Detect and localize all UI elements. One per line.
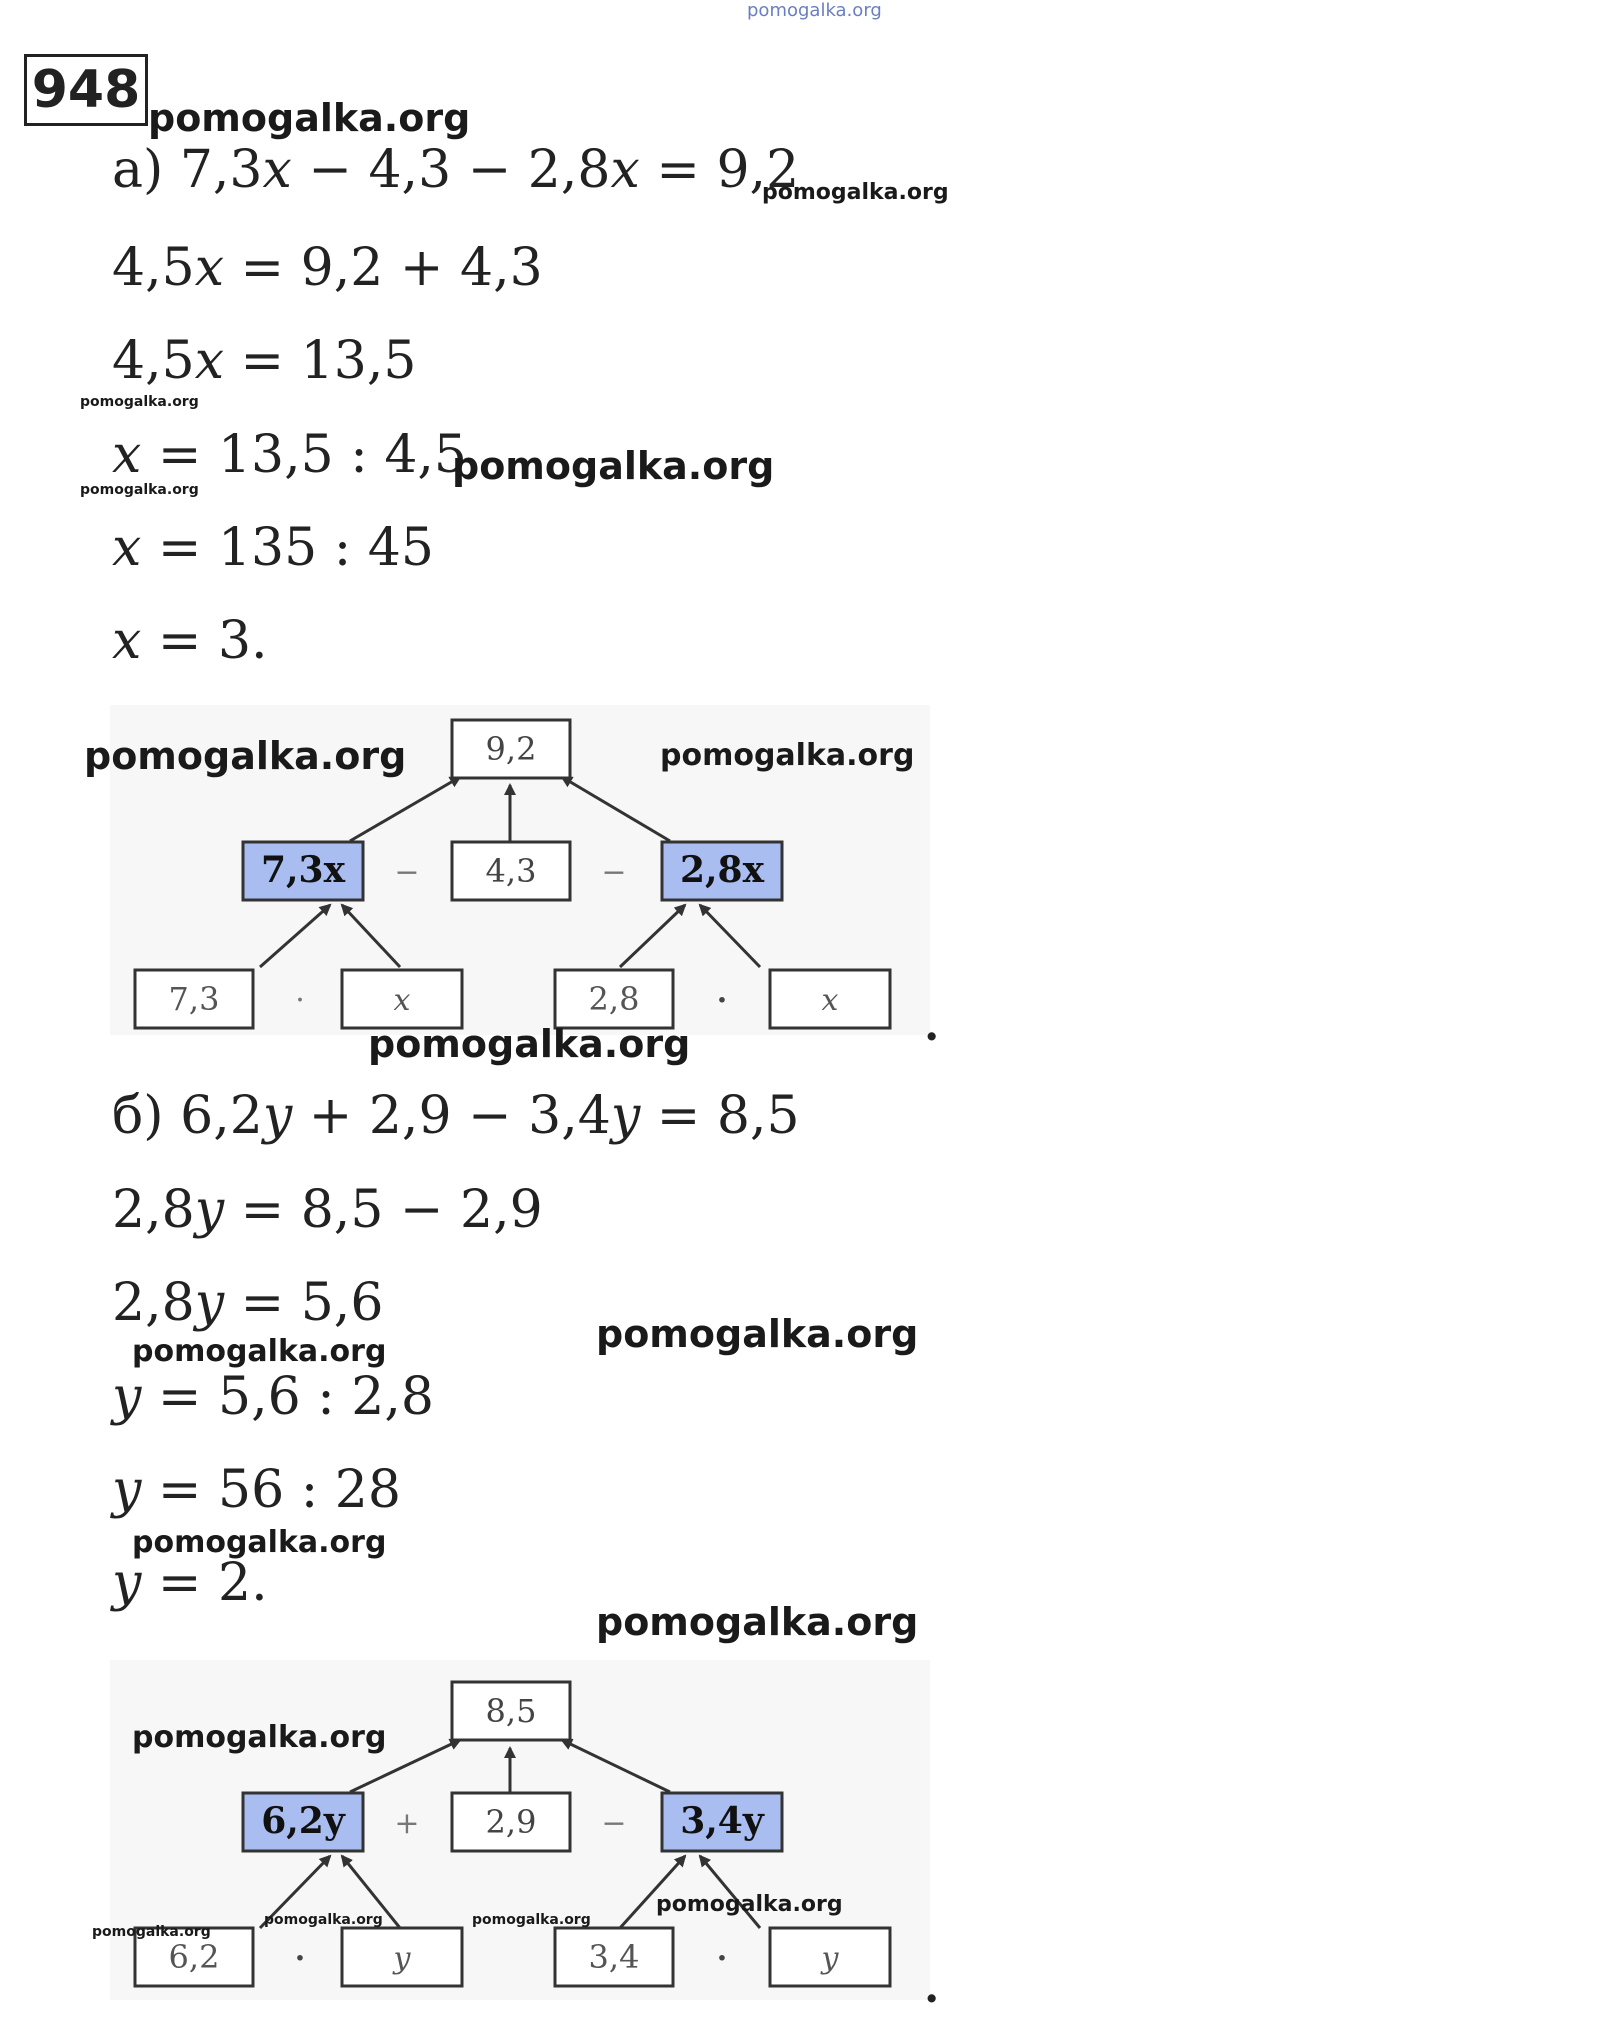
- tree-a-right-text: 2,8x: [679, 849, 765, 891]
- tree-b-leaf-op1: ·: [294, 1941, 306, 1976]
- watermark: pomogalka.org: [264, 1912, 383, 1928]
- watermark: pomogalka.org: [80, 482, 199, 498]
- tree-a-leaf-op1: ·: [295, 983, 305, 1018]
- tree-a-left-text: 7,3x: [260, 849, 346, 891]
- equation-b-3: 2,8𝑦 = 5,6: [112, 1273, 384, 1333]
- tree-b-left-text: 6,2y: [261, 1800, 345, 1842]
- tree-b-right-text: 3,4y: [680, 1800, 764, 1842]
- tree-b-top-text: 8,5: [485, 1692, 537, 1730]
- tree-b-leaf2-text: y: [393, 1941, 411, 1976]
- period-a: .: [924, 1000, 940, 1051]
- tree-a-op2: −: [601, 855, 627, 890]
- tree-a-leaf-op2: ·: [716, 983, 728, 1018]
- watermark: pomogalka.org: [472, 1912, 591, 1928]
- tree-b-op1: +: [394, 1806, 420, 1841]
- watermark: pomogalka.org: [132, 1720, 387, 1755]
- watermark: pomogalka.org: [80, 394, 199, 410]
- equation-a-3: 4,5𝑥 = 13,5: [112, 331, 417, 391]
- tree-b-middle-text: 2,9: [485, 1803, 537, 1841]
- equation-b-2: 2,8𝑦 = 8,5 − 2,9: [112, 1180, 543, 1240]
- watermark: pomogalka.org: [596, 1600, 919, 1644]
- tree-a-leaf4-text: x: [821, 983, 839, 1018]
- watermark: pomogalka.org: [92, 1924, 211, 1940]
- tree-b-op2: −: [601, 1806, 627, 1841]
- expression-tree-b: [110, 1660, 930, 2000]
- tree-a-middle-text: 4,3: [485, 852, 537, 890]
- watermark: pomogalka.org: [656, 1892, 843, 1917]
- equation-a-5: 𝑥 = 135 : 45: [112, 518, 434, 578]
- equation-b-6: 𝑦 = 2.: [112, 1553, 268, 1613]
- tree-b-leaf1-text: 6,2: [168, 1938, 220, 1976]
- equation-b-1: б) 6,2𝑦 + 2,9 − 3,4𝑦 = 8,5: [112, 1086, 800, 1146]
- equation-a-6: 𝑥 = 3.: [112, 611, 268, 671]
- tree-b-leaf3-text: 3,4: [588, 1938, 640, 1976]
- period-b: .: [924, 1962, 940, 2013]
- watermark: pomogalka.org: [132, 1334, 387, 1369]
- watermark: pomogalka.org: [84, 734, 407, 778]
- equation-a-2: 4,5𝑥 = 9,2 + 4,3: [112, 238, 543, 298]
- watermark: pomogalka.org: [132, 1525, 387, 1560]
- tree-a-top-text: 9,2: [485, 730, 537, 768]
- equation-a-1: а) 7,3𝑥 − 4,3 − 2,8𝑥 = 9,2: [112, 140, 800, 200]
- watermark: pomogalka.org: [452, 444, 775, 488]
- problem-number: 948: [24, 54, 148, 126]
- equation-a-4: 𝑥 = 13,5 : 4,5: [112, 425, 468, 485]
- watermark: pomogalka.org: [762, 180, 949, 205]
- equation-b-4: 𝑦 = 5,6 : 2,8: [112, 1367, 434, 1427]
- tree-a-op1: −: [394, 855, 420, 890]
- watermark: pomogalka.org: [368, 1022, 691, 1066]
- watermark-top: pomogalka.org: [747, 0, 882, 21]
- tree-a-leaf3-text: 2,8: [588, 980, 640, 1018]
- tree-a-leaf1-text: 7,3: [168, 980, 220, 1018]
- watermark: pomogalka.org: [596, 1312, 919, 1356]
- tree-a-leaf2-text: x: [393, 983, 411, 1018]
- watermark: pomogalka.org: [660, 738, 915, 773]
- watermark: pomogalka.org: [148, 96, 471, 140]
- tree-b-leaf-op2: ·: [716, 1941, 728, 1976]
- equation-b-5: 𝑦 = 56 : 28: [112, 1460, 401, 1520]
- tree-b-leaf4-text: y: [821, 1941, 839, 1976]
